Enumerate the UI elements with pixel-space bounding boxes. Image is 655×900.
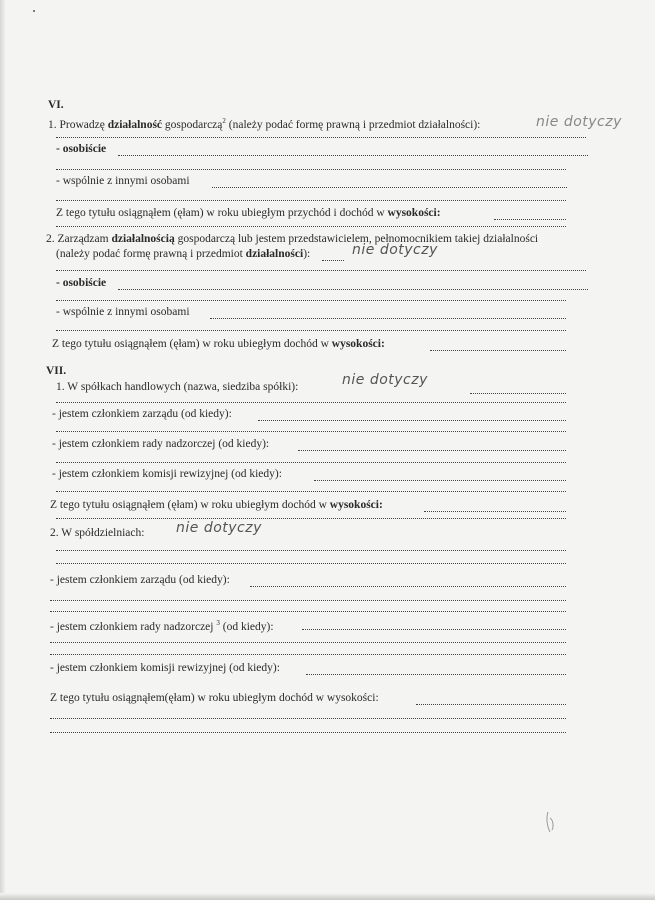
dotted-line: [56, 270, 586, 271]
dotted-line: [56, 330, 566, 331]
dotted-line: [50, 611, 566, 612]
dotted-line: [430, 350, 566, 351]
initials-mark: [540, 808, 562, 838]
s6-item1-wspolnie: - wspólnie z innymi osobami: [56, 175, 190, 187]
dotted-line: [314, 480, 566, 481]
s7-item1-handwritten: nie dotyczy: [342, 372, 428, 388]
dotted-line: [118, 155, 588, 156]
dotted-line: [50, 718, 566, 719]
dotted-line: [298, 450, 566, 451]
dotted-line: [56, 169, 566, 170]
dotted-line: [50, 642, 566, 643]
dotted-line: [50, 600, 566, 601]
s6-item1-income: Z tego tytułu osiągnąłem (ęłam) w roku ubiegłym przychód i dochód w wysokości:: [56, 207, 441, 219]
s6-item1-text: 1. Prowadzę działalność gospodarczą$^2$ (należy podać formę prawną i przedmiot działalności):: [48, 117, 481, 131]
dotted-line: [56, 137, 586, 138]
section-7-heading: VII.: [46, 365, 67, 377]
s7-item2-income: Z tego tytułu osiągnąłem(ęłam) w roku ubiegłym dochód w wysokości:: [50, 692, 379, 704]
dotted-line: [322, 260, 344, 261]
dotted-line: [494, 219, 566, 220]
dotted-line: [56, 200, 566, 201]
dotted-line: [212, 187, 567, 188]
s6-item1-osobiscie: - osobiście: [56, 143, 107, 155]
dotted-line: [470, 393, 566, 394]
dotted-line: [50, 654, 566, 655]
scan-edge-bottom: [0, 893, 655, 900]
dotted-line: [302, 629, 566, 630]
scan-speck: [33, 10, 35, 12]
s6-item2-osobiscie: - osobiście: [56, 277, 107, 289]
s6-item2-text-line2: (należy podać formę prawną i przedmiot działalności):: [56, 248, 311, 260]
s7-item2-handwritten: nie dotyczy: [176, 520, 262, 536]
s7-item1-income: Z tego tytułu osiągnąłem (ęłam) w roku ubiegłym dochód w wysokości:: [50, 499, 383, 511]
dotted-line: [118, 289, 588, 290]
s7-item2-label: 2. W spółdzielniach:: [50, 527, 145, 539]
dotted-line: [56, 300, 566, 301]
s6-item2-wspolnie: - wspólnie z innymi osobami: [56, 306, 190, 318]
dotted-line: [424, 511, 566, 512]
dotted-line: [56, 226, 566, 227]
dotted-line: [56, 518, 566, 519]
s7-item1-rada: - jestem członkiem rady nadzorczej (od kiedy):: [52, 438, 270, 450]
dotted-line: [56, 491, 566, 492]
s6-item2-income: Z tego tytułu osiągnąłem (ęłam) w roku ubiegłym dochód w wysokości:: [52, 338, 385, 350]
dotted-line: [56, 563, 566, 564]
s7-item2-komisja: - jestem członkiem komisji rewizyjnej (od kiedy):: [50, 662, 280, 674]
dotted-line: [250, 586, 566, 587]
dotted-line: [56, 462, 566, 463]
dotted-line: [306, 674, 566, 675]
s7-item1-label: 1. W spółkach handlowych (nazwa, siedziba spółki):: [56, 381, 299, 393]
dotted-line: [416, 704, 566, 705]
s6-item2-text: 2. Zarządzam działalnością gospodarczą lub jestem przedstawicielem, pełnomocnikiem takiej działalności: [46, 233, 539, 245]
s7-item1-komisja: - jestem członkiem komisji rewizyjnej (od kiedy):: [52, 468, 282, 480]
dotted-line: [210, 318, 566, 319]
s6-item2-handwritten: nie dotyczy: [352, 242, 438, 258]
s7-item2-rada: - jestem członkiem rady nadzorczej $^3$ (od kiedy):: [50, 619, 274, 633]
dotted-line: [56, 550, 566, 551]
s7-item2-zarzad: - jestem członkiem zarządu (od kiedy):: [50, 574, 230, 586]
dotted-line: [258, 420, 566, 421]
dotted-line: [56, 431, 566, 432]
dotted-line: [56, 402, 566, 403]
s7-item1-zarzad: - jestem członkiem zarządu (od kiedy):: [52, 408, 232, 420]
dotted-line: [50, 732, 566, 733]
s6-item1-handwritten: nie dotyczy: [536, 114, 622, 130]
section-6-heading: VI.: [48, 99, 64, 111]
scan-edge-left: [0, 0, 6, 900]
